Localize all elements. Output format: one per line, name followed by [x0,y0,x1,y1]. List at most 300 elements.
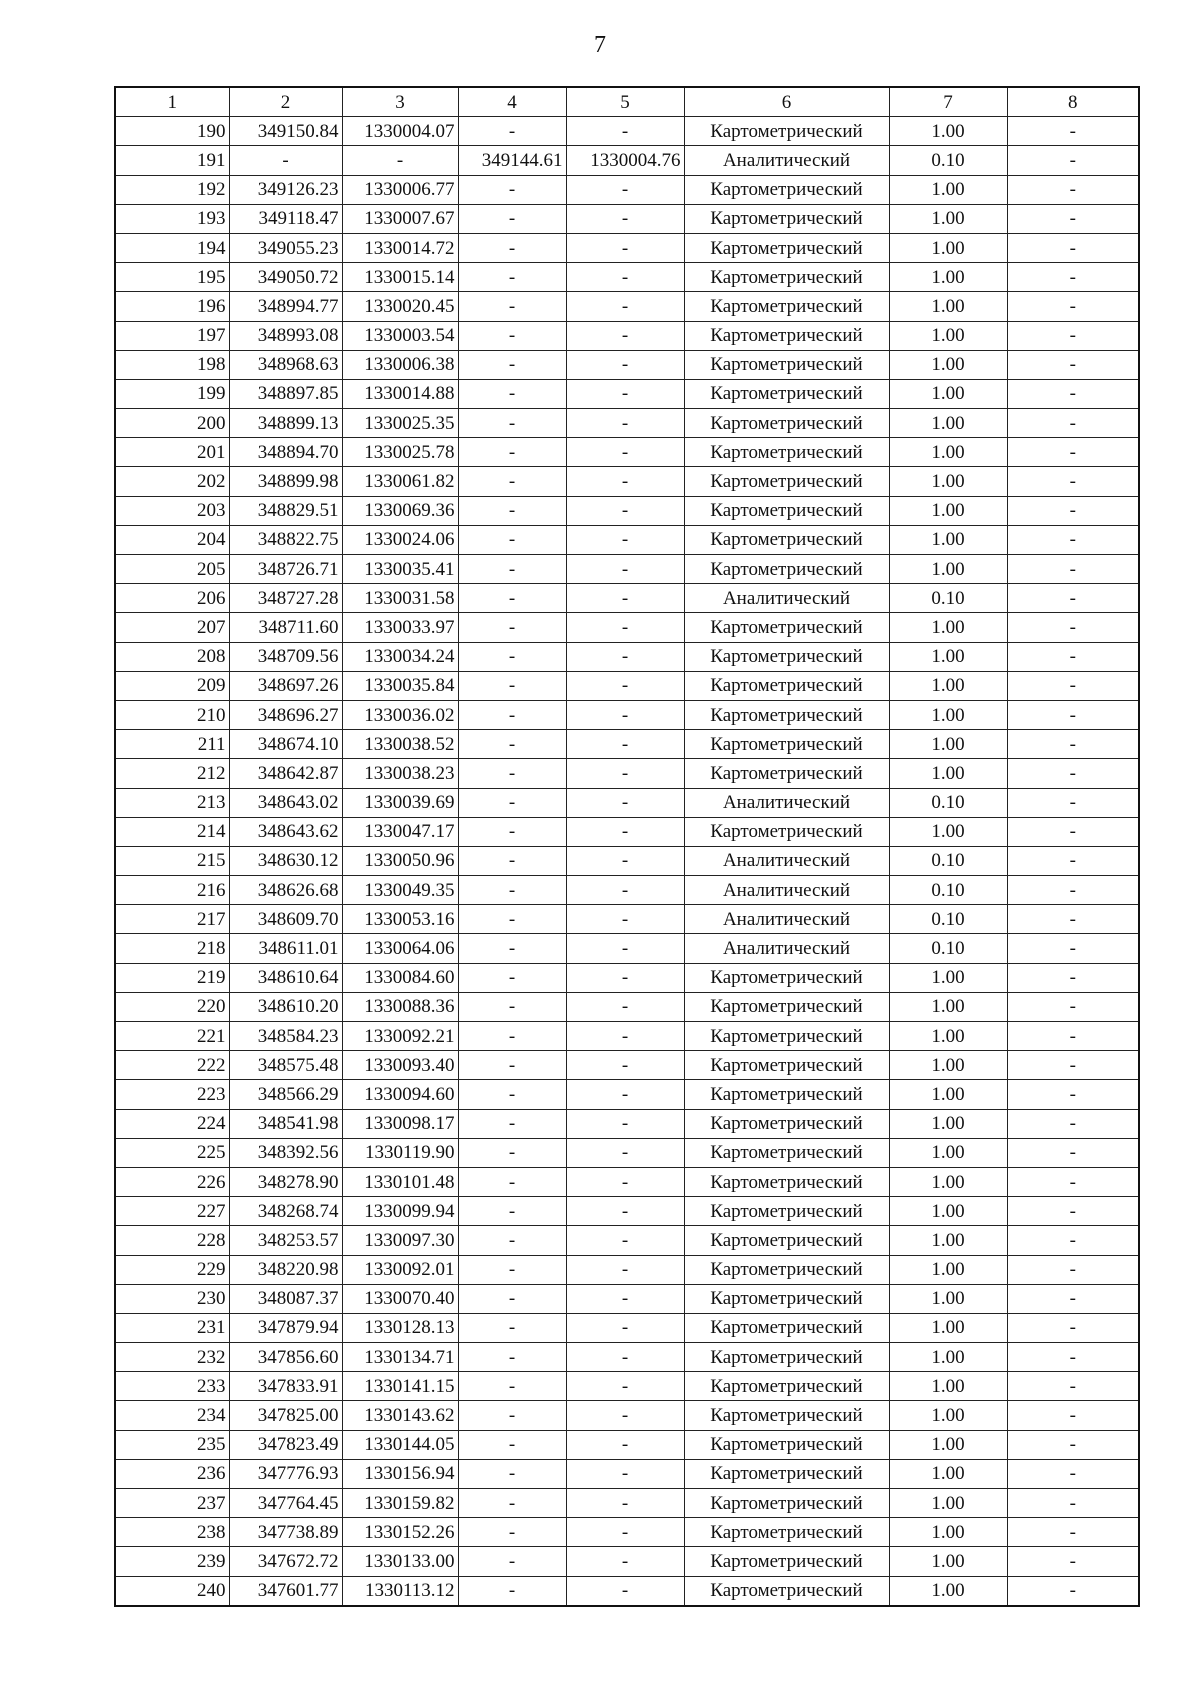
y-coordinate-cell: 1330015.14 [342,263,458,292]
y-coordinate-new-cell: - [566,1197,684,1226]
y-coordinate-new-cell: - [566,1459,684,1488]
table-row [115,1518,1139,1547]
point-number-cell: 230 [115,1284,229,1313]
point-number-cell: 211 [115,730,229,759]
precision-cell: 1.00 [889,1459,1007,1488]
y-coordinate-new-cell: - [566,1430,684,1459]
point-number-cell: 215 [115,846,229,875]
method-cell: Картометрический [684,1401,889,1430]
method-cell: Картометрический [684,1459,889,1488]
precision-cell: 1.00 [889,1109,1007,1138]
method-cell: Картометрический [684,759,889,788]
note-cell: - [1007,1284,1139,1313]
x-coordinate-cell: 349055.23 [229,233,342,262]
x-coordinate-new-cell: - [458,1372,566,1401]
point-number-cell: 235 [115,1430,229,1459]
point-number-cell: 239 [115,1547,229,1576]
note-cell: - [1007,1197,1139,1226]
x-coordinate-cell: 348899.13 [229,409,342,438]
precision-cell: 1.00 [889,1313,1007,1342]
x-coordinate-new-cell: - [458,613,566,642]
note-cell: - [1007,467,1139,496]
precision-cell: 1.00 [889,817,1007,846]
x-coordinate-cell: 347764.45 [229,1489,342,1518]
note-cell: - [1007,759,1139,788]
x-coordinate-cell: 348709.56 [229,642,342,671]
table-row [115,321,1139,350]
x-coordinate-cell: 348993.08 [229,321,342,350]
method-cell: Картометрический [684,1080,889,1109]
method-cell: Аналитический [684,876,889,905]
method-cell: Аналитический [684,146,889,175]
precision-cell: 1.00 [889,671,1007,700]
point-number-cell: 224 [115,1109,229,1138]
y-coordinate-cell: - [342,146,458,175]
x-coordinate-cell: 348575.48 [229,1051,342,1080]
note-cell: - [1007,1459,1139,1488]
x-coordinate-new-cell: - [458,175,566,204]
point-number-cell: 196 [115,292,229,321]
y-coordinate-cell: 1330092.01 [342,1255,458,1284]
x-coordinate-new-cell: - [458,905,566,934]
note-cell: - [1007,1401,1139,1430]
x-coordinate-cell: 347825.00 [229,1401,342,1430]
table-row [115,1138,1139,1167]
x-coordinate-cell: 348392.56 [229,1138,342,1167]
note-cell: - [1007,146,1139,175]
note-cell: - [1007,642,1139,671]
precision-cell: 1.00 [889,1489,1007,1518]
y-coordinate-cell: 1330134.71 [342,1343,458,1372]
method-cell: Аналитический [684,846,889,875]
x-coordinate-new-cell: - [458,1226,566,1255]
precision-cell: 1.00 [889,321,1007,350]
method-cell: Картометрический [684,1547,889,1576]
y-coordinate-cell: 1330007.67 [342,204,458,233]
x-coordinate-new-cell: - [458,1547,566,1576]
note-cell: - [1007,1372,1139,1401]
x-coordinate-new-cell: - [458,1401,566,1430]
x-coordinate-new-cell: - [458,409,566,438]
precision-cell: 1.00 [889,1401,1007,1430]
y-coordinate-cell: 1330084.60 [342,963,458,992]
y-coordinate-new-cell: - [566,934,684,963]
x-coordinate-cell: 348897.85 [229,379,342,408]
y-coordinate-new-cell: - [566,467,684,496]
precision-cell: 1.00 [889,1080,1007,1109]
method-cell: Картометрический [684,525,889,554]
x-coordinate-new-cell: - [458,467,566,496]
x-coordinate-new-cell: - [458,1109,566,1138]
precision-cell: 1.00 [889,1197,1007,1226]
x-coordinate-new-cell: 349144.61 [458,146,566,175]
note-cell: - [1007,905,1139,934]
y-coordinate-cell: 1330061.82 [342,467,458,496]
method-cell: Аналитический [684,584,889,613]
x-coordinate-new-cell: - [458,1343,566,1372]
note-cell: - [1007,1430,1139,1459]
table-row [115,1313,1139,1342]
point-number-cell: 206 [115,584,229,613]
y-coordinate-cell: 1330144.05 [342,1430,458,1459]
x-coordinate-new-cell: - [458,1022,566,1051]
y-coordinate-cell: 1330141.15 [342,1372,458,1401]
x-coordinate-new-cell: - [458,759,566,788]
precision-cell: 1.00 [889,350,1007,379]
y-coordinate-cell: 1330033.97 [342,613,458,642]
x-coordinate-cell: 348626.68 [229,876,342,905]
point-number-cell: 193 [115,204,229,233]
note-cell: - [1007,117,1139,146]
note-cell: - [1007,1167,1139,1196]
x-coordinate-cell: 348643.62 [229,817,342,846]
column-header: 6 [684,87,889,117]
precision-cell: 1.00 [889,204,1007,233]
y-coordinate-cell: 1330035.41 [342,555,458,584]
note-cell: - [1007,817,1139,846]
y-coordinate-cell: 1330035.84 [342,671,458,700]
method-cell: Картометрический [684,613,889,642]
column-header: 5 [566,87,684,117]
x-coordinate-cell: 348087.37 [229,1284,342,1313]
table-row [115,817,1139,846]
point-number-cell: 220 [115,992,229,1021]
x-coordinate-cell: 348541.98 [229,1109,342,1138]
precision-cell: 1.00 [889,1051,1007,1080]
table-row [115,1284,1139,1313]
method-cell: Картометрический [684,642,889,671]
y-coordinate-cell: 1330092.21 [342,1022,458,1051]
y-coordinate-new-cell: - [566,759,684,788]
x-coordinate-cell: 348696.27 [229,700,342,729]
method-cell: Картометрический [684,1576,889,1606]
y-coordinate-new-cell: - [566,204,684,233]
precision-cell: 0.10 [889,584,1007,613]
table-row [115,905,1139,934]
table-row [115,409,1139,438]
table-row [115,438,1139,467]
y-coordinate-new-cell: - [566,671,684,700]
y-coordinate-cell: 1330094.60 [342,1080,458,1109]
point-number-cell: 240 [115,1576,229,1606]
table-row [115,525,1139,554]
x-coordinate-new-cell: - [458,1518,566,1547]
note-cell: - [1007,438,1139,467]
table-row [115,1051,1139,1080]
precision-cell: 0.10 [889,905,1007,934]
table-row [115,1459,1139,1488]
method-cell: Картометрический [684,467,889,496]
precision-cell: 0.10 [889,934,1007,963]
point-number-cell: 210 [115,700,229,729]
precision-cell: 1.00 [889,1284,1007,1313]
table-row [115,1109,1139,1138]
point-number-cell: 190 [115,117,229,146]
method-cell: Картометрический [684,175,889,204]
x-coordinate-cell: 348268.74 [229,1197,342,1226]
method-cell: Картометрический [684,496,889,525]
y-coordinate-new-cell: - [566,1109,684,1138]
precision-cell: 1.00 [889,1343,1007,1372]
column-header: 4 [458,87,566,117]
x-coordinate-new-cell: - [458,1080,566,1109]
y-coordinate-new-cell: - [566,992,684,1021]
point-number-cell: 217 [115,905,229,934]
table-row [115,1489,1139,1518]
method-cell: Картометрический [684,1372,889,1401]
x-coordinate-cell: 348630.12 [229,846,342,875]
point-number-cell: 237 [115,1489,229,1518]
y-coordinate-cell: 1330006.77 [342,175,458,204]
x-coordinate-new-cell: - [458,963,566,992]
y-coordinate-cell: 1330128.13 [342,1313,458,1342]
y-coordinate-new-cell: - [566,1547,684,1576]
y-coordinate-new-cell: - [566,700,684,729]
note-cell: - [1007,584,1139,613]
table-row [115,1547,1139,1576]
y-coordinate-cell: 1330093.40 [342,1051,458,1080]
y-coordinate-cell: 1330113.12 [342,1576,458,1606]
page-number: 7 [594,32,606,58]
note-cell: - [1007,350,1139,379]
x-coordinate-cell: 348611.01 [229,934,342,963]
precision-cell: 1.00 [889,263,1007,292]
method-cell: Картометрический [684,379,889,408]
y-coordinate-cell: 1330159.82 [342,1489,458,1518]
point-number-cell: 195 [115,263,229,292]
precision-cell: 1.00 [889,1022,1007,1051]
y-coordinate-new-cell: - [566,1255,684,1284]
precision-cell: 1.00 [889,1576,1007,1606]
y-coordinate-cell: 1330024.06 [342,525,458,554]
y-coordinate-new-cell: - [566,409,684,438]
x-coordinate-new-cell: - [458,1051,566,1080]
point-number-cell: 216 [115,876,229,905]
x-coordinate-cell: 349150.84 [229,117,342,146]
y-coordinate-new-cell: - [566,584,684,613]
x-coordinate-new-cell: - [458,1284,566,1313]
note-cell: - [1007,1518,1139,1547]
precision-cell: 1.00 [889,175,1007,204]
x-coordinate-cell: 348610.20 [229,992,342,1021]
table-row [115,1080,1139,1109]
precision-cell: 1.00 [889,1518,1007,1547]
x-coordinate-new-cell: - [458,117,566,146]
y-coordinate-new-cell: - [566,292,684,321]
precision-cell: 1.00 [889,642,1007,671]
y-coordinate-cell: 1330047.17 [342,817,458,846]
method-cell: Картометрический [684,438,889,467]
y-coordinate-cell: 1330025.78 [342,438,458,467]
note-cell: - [1007,263,1139,292]
y-coordinate-cell: 1330152.26 [342,1518,458,1547]
table-row [115,1197,1139,1226]
point-number-cell: 221 [115,1022,229,1051]
method-cell: Картометрический [684,1197,889,1226]
x-coordinate-new-cell: - [458,1197,566,1226]
method-cell: Картометрический [684,963,889,992]
column-header: 2 [229,87,342,117]
precision-cell: 1.00 [889,496,1007,525]
table-row [115,846,1139,875]
table-row [115,175,1139,204]
x-coordinate-new-cell: - [458,204,566,233]
precision-cell: 1.00 [889,409,1007,438]
x-coordinate-new-cell: - [458,642,566,671]
method-cell: Картометрический [684,1313,889,1342]
point-number-cell: 205 [115,555,229,584]
x-coordinate-cell: 348726.71 [229,555,342,584]
x-coordinate-cell: 348899.98 [229,467,342,496]
point-number-cell: 226 [115,1167,229,1196]
point-number-cell: 198 [115,350,229,379]
precision-cell: 0.10 [889,146,1007,175]
point-number-cell: 209 [115,671,229,700]
y-coordinate-cell: 1330097.30 [342,1226,458,1255]
point-number-cell: 194 [115,233,229,262]
y-coordinate-cell: 1330069.36 [342,496,458,525]
method-cell: Картометрический [684,817,889,846]
x-coordinate-new-cell: - [458,846,566,875]
y-coordinate-cell: 1330039.69 [342,788,458,817]
x-coordinate-new-cell: - [458,1576,566,1606]
x-coordinate-cell: 347879.94 [229,1313,342,1342]
point-number-cell: 229 [115,1255,229,1284]
x-coordinate-cell: 348994.77 [229,292,342,321]
point-number-cell: 214 [115,817,229,846]
method-cell: Аналитический [684,934,889,963]
point-number-cell: 234 [115,1401,229,1430]
point-number-cell: 199 [115,379,229,408]
y-coordinate-cell: 1330038.52 [342,730,458,759]
table-row [115,934,1139,963]
note-cell: - [1007,1576,1139,1606]
x-coordinate-new-cell: - [458,496,566,525]
x-coordinate-cell: 348609.70 [229,905,342,934]
point-number-cell: 231 [115,1313,229,1342]
note-cell: - [1007,1343,1139,1372]
x-coordinate-new-cell: - [458,233,566,262]
precision-cell: 1.00 [889,963,1007,992]
y-coordinate-cell: 1330070.40 [342,1284,458,1313]
precision-cell: 0.10 [889,876,1007,905]
y-coordinate-new-cell: - [566,730,684,759]
x-coordinate-cell: 348829.51 [229,496,342,525]
column-header: 1 [115,87,229,117]
note-cell: - [1007,963,1139,992]
table-row [115,1167,1139,1196]
table-row [115,350,1139,379]
note-cell: - [1007,788,1139,817]
y-coordinate-new-cell: - [566,905,684,934]
table-row [115,146,1139,175]
note-cell: - [1007,1313,1139,1342]
x-coordinate-cell: 348711.60 [229,613,342,642]
column-header: 7 [889,87,1007,117]
x-coordinate-new-cell: - [458,263,566,292]
method-cell: Картометрический [684,263,889,292]
precision-cell: 1.00 [889,1255,1007,1284]
table-row [115,730,1139,759]
y-coordinate-cell: 1330031.58 [342,584,458,613]
x-coordinate-new-cell: - [458,992,566,1021]
y-coordinate-new-cell: - [566,642,684,671]
method-cell: Картометрический [684,1489,889,1518]
point-number-cell: 227 [115,1197,229,1226]
method-cell: Картометрический [684,117,889,146]
y-coordinate-new-cell: - [566,263,684,292]
x-coordinate-cell: 348253.57 [229,1226,342,1255]
precision-cell: 0.10 [889,846,1007,875]
y-coordinate-cell: 1330064.06 [342,934,458,963]
note-cell: - [1007,292,1139,321]
point-number-cell: 200 [115,409,229,438]
y-coordinate-new-cell: - [566,876,684,905]
x-coordinate-cell: 347672.72 [229,1547,342,1576]
y-coordinate-new-cell: - [566,1284,684,1313]
method-cell: Картометрический [684,1430,889,1459]
precision-cell: 1.00 [889,233,1007,262]
y-coordinate-new-cell: - [566,1167,684,1196]
y-coordinate-cell: 1330050.96 [342,846,458,875]
x-coordinate-new-cell: - [458,1255,566,1284]
point-number-cell: 238 [115,1518,229,1547]
x-coordinate-new-cell: - [458,700,566,729]
y-coordinate-cell: 1330006.38 [342,350,458,379]
note-cell: - [1007,175,1139,204]
y-coordinate-new-cell: - [566,117,684,146]
x-coordinate-cell: 347856.60 [229,1343,342,1372]
table-row [115,759,1139,788]
note-cell: - [1007,1109,1139,1138]
y-coordinate-new-cell: - [566,1051,684,1080]
y-coordinate-new-cell: - [566,817,684,846]
precision-cell: 1.00 [889,1138,1007,1167]
x-coordinate-cell: 348220.98 [229,1255,342,1284]
note-cell: - [1007,1547,1139,1576]
method-cell: Картометрический [684,233,889,262]
precision-cell: 1.00 [889,992,1007,1021]
x-coordinate-new-cell: - [458,525,566,554]
note-cell: - [1007,1080,1139,1109]
table-row [115,117,1139,146]
method-cell: Картометрический [684,1226,889,1255]
y-coordinate-cell: 1330003.54 [342,321,458,350]
x-coordinate-new-cell: - [458,350,566,379]
point-number-cell: 204 [115,525,229,554]
table-row [115,204,1139,233]
precision-cell: 1.00 [889,1372,1007,1401]
table-row [115,1401,1139,1430]
table-row [115,467,1139,496]
y-coordinate-cell: 1330049.35 [342,876,458,905]
table-row [115,1226,1139,1255]
x-coordinate-cell: 347776.93 [229,1459,342,1488]
x-coordinate-new-cell: - [458,1430,566,1459]
note-cell: - [1007,1022,1139,1051]
point-number-cell: 213 [115,788,229,817]
column-header: 8 [1007,87,1139,117]
table-row [115,555,1139,584]
precision-cell: 1.00 [889,1167,1007,1196]
y-coordinate-new-cell: - [566,496,684,525]
point-number-cell: 233 [115,1372,229,1401]
y-coordinate-cell: 1330014.72 [342,233,458,262]
y-coordinate-new-cell: - [566,1313,684,1342]
table-row [115,292,1139,321]
table-row [115,642,1139,671]
method-cell: Аналитический [684,905,889,934]
